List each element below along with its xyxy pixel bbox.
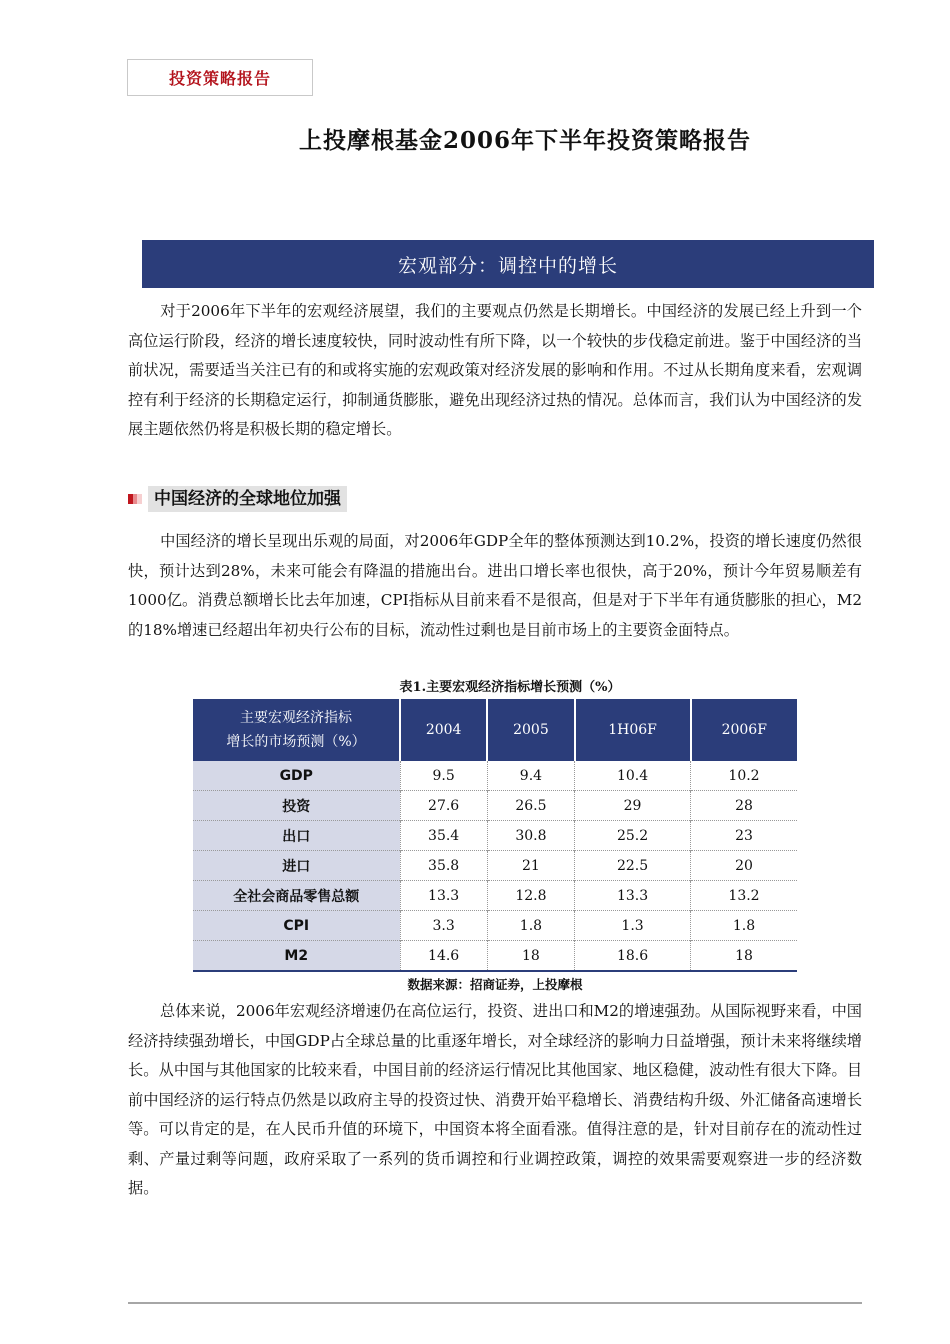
section-heading [128, 486, 347, 512]
table-cell: 9.4 [487, 761, 574, 791]
table-cell: 29 [575, 791, 691, 821]
row-label: 全社会商品零售总额 [193, 881, 400, 911]
row-label: GDP [193, 761, 400, 791]
header-line-1: 主要宏观经济指标 [240, 710, 352, 726]
table-cell: 23 [691, 821, 797, 851]
table-header-col: 2005 [487, 699, 574, 761]
table-cell: 13.2 [691, 881, 797, 911]
table-cell: 10.2 [691, 761, 797, 791]
table-header-col: 2004 [400, 699, 487, 761]
intro-paragraph [128, 297, 862, 445]
table-row [193, 821, 797, 851]
table-cell: 30.8 [487, 821, 574, 851]
table-cell: 9.5 [400, 761, 487, 791]
table-cell: 20 [691, 851, 797, 881]
table-cell: 28 [691, 791, 797, 821]
table-caption-text: 表1.主要宏观经济指标增长预测（%） [399, 680, 621, 695]
table-cell: 18 [691, 941, 797, 972]
table-cell: 13.3 [575, 881, 691, 911]
table-cell: 22.5 [575, 851, 691, 881]
table-cell: 35.4 [400, 821, 487, 851]
table-cell: 26.5 [487, 791, 574, 821]
table-cell: 10.4 [575, 761, 691, 791]
table-cell: 21 [487, 851, 574, 881]
row-label: CPI [193, 911, 400, 941]
table-source-text: 数据来源：招商证券，上投摩根 [407, 977, 583, 992]
report-type-tag: 投资策略报告 [127, 59, 313, 96]
table-row [193, 911, 797, 941]
table-cell: 12.8 [487, 881, 574, 911]
marker-block-3 [137, 494, 142, 504]
table-cell: 1.8 [691, 911, 797, 941]
closing-paragraph [128, 997, 862, 1204]
table-row [193, 851, 797, 881]
section-paragraph [128, 527, 862, 645]
table-cell: 35.8 [400, 851, 487, 881]
macro-indicator-table [193, 699, 797, 972]
row-label: M2 [193, 941, 400, 972]
closing-paragraph-text: 总体来说，2006年宏观经济增速仍在高位运行，投资、进出口和M2的增速强劲。从国际视野来看，中国经济持续强劲增长，中国GDP占全球总量的比重逐年增长，对全球经济的影响力日益增强，预计未来将继续增长。从中国与其他国家的比较来看，中国目前的经济运行情况比其他国家、地区稳健，波动性有很大下降。目前中国经济的运行特点仍然是以政府主导的投资过快、消费开始平稳增长、消费结构升级、外汇储备高速增长等。可以肯定的是，在人民币升值的环境下，中国资本将全面看涨。值得注意的是，针对目前存在的流动性过剩、产量过剩等问题，政府采取了一系列的货币调控和行业调控政策，调控的效果需要观察进一步的经济数据。 [128, 1002, 862, 1197]
report-title [0, 122, 950, 155]
table-cell: 13.3 [400, 881, 487, 911]
row-label: 投资 [193, 791, 400, 821]
table-cell: 18.6 [575, 941, 691, 972]
table-header-col: 1H06F [575, 699, 691, 761]
table-header-col: 2006F [691, 699, 797, 761]
table-row [193, 941, 797, 972]
table-row [193, 881, 797, 911]
section-banner: 宏观部分：调控中的增长 [142, 240, 874, 288]
table-cell: 18 [487, 941, 574, 972]
table-cell: 27.6 [400, 791, 487, 821]
table-cell: 1.3 [575, 911, 691, 941]
footer-divider [128, 1302, 862, 1304]
row-label: 进口 [193, 851, 400, 881]
table-source [0, 975, 950, 993]
section-title: 中国经济的全球地位加强 [148, 486, 347, 512]
table-header-row [193, 699, 797, 761]
table-row [193, 791, 797, 821]
row-label: 出口 [193, 821, 400, 851]
table-caption [0, 676, 950, 695]
table-cell: 14.6 [400, 941, 487, 972]
report-title-text: 上投摩根基金2006年下半年投资策略报告 [298, 127, 751, 154]
table-cell: 25.2 [575, 821, 691, 851]
intro-paragraph-text: 对于2006年下半年的宏观经济展望，我们的主要观点仍然是长期增长。中国经济的发展已经上升到一个高位运行阶段，经济的增长速度较快，同时波动性有所下降，以一个较快的步伐稳定前进。鉴于中国经济的当前状况，需要适当关注已有的和或将实施的宏观政策对经济发展的影响和作用。不过从长期角度来看，宏观调控有利于经济的长期稳定运行，抑制通货膨胀，避免出现经济过热的情况。总体而言，我们认为中国经济的发展主题依然仍将是积极长期的稳定增长。 [128, 302, 862, 438]
table-cell: 1.8 [487, 911, 574, 941]
table-cell: 3.3 [400, 911, 487, 941]
section-paragraph-text: 中国经济的增长呈现出乐观的局面，对2006年GDP全年的整体预测达到10.2%，投资的增长速度仍然很快，预计达到28%，未来可能会有降温的措施出台。进出口增长率也很快，高于20%，预计今年贸易顺差有1000亿。消费总额增长比去年加速，CPI指标从目前来看不是很高，但是对于下半年有通货膨胀的担心，M2的18%增速已经超出年初央行公布的目标，流动性过剩也是目前市场上的主要资金面特点。 [128, 532, 862, 639]
table-row [193, 761, 797, 791]
table-header-indicator [193, 699, 400, 761]
section-marker-icon [128, 494, 142, 504]
header-line-2: 增长的市场预测（%） [226, 734, 366, 750]
